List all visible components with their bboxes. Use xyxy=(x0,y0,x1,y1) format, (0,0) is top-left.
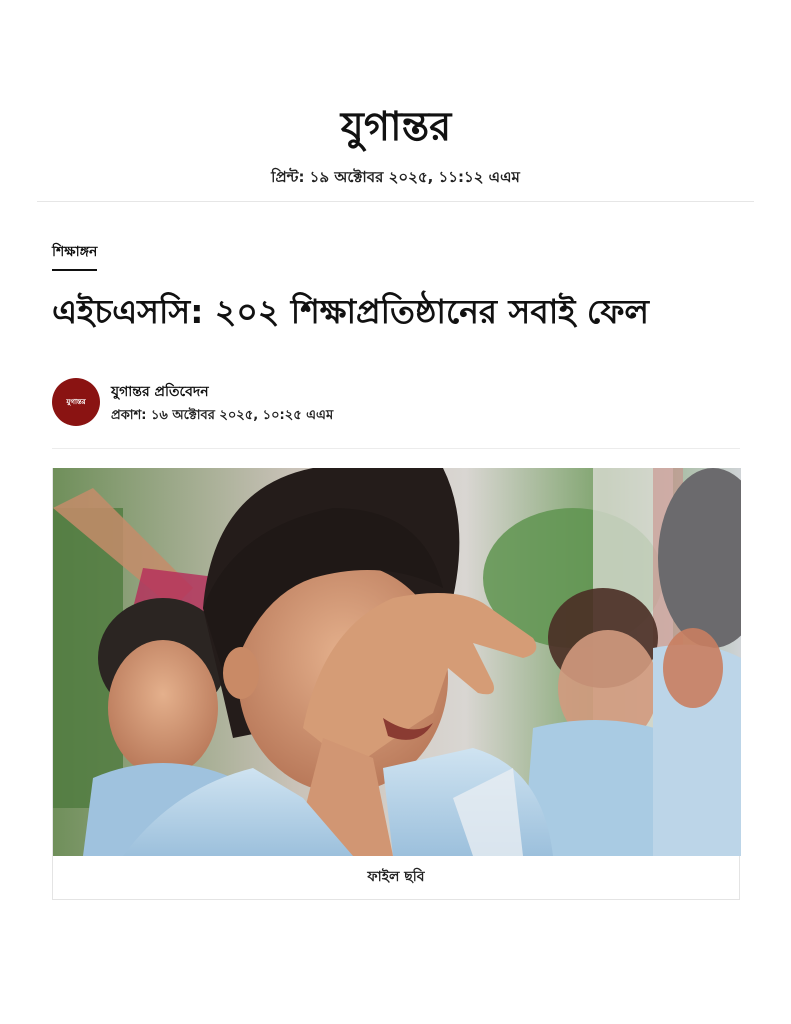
author-avatar[interactable] xyxy=(52,378,100,426)
site-logo[interactable] xyxy=(296,96,496,156)
author-name[interactable]: যুগান্তর প্রতিবেদন xyxy=(111,384,209,400)
print-date: প্রিন্ট: ১৯ অক্টোবর ২০২৫, ১১:১২ এএম xyxy=(271,168,520,186)
site-logo-text: যুগান্তর xyxy=(340,104,451,150)
category-link[interactable]: শিক্ষাঙ্গন xyxy=(52,240,97,271)
article-photo xyxy=(53,468,741,856)
published-date: প্রকাশ: ১৬ অক্টোবর ২০২৫, ১০:২৫ এএম xyxy=(111,408,334,423)
image-caption: ফাইল ছবি xyxy=(367,869,425,885)
author-avatar-logo: যুগান্তর xyxy=(66,398,86,406)
header-divider xyxy=(37,201,754,202)
masthead xyxy=(0,96,791,160)
article-headline: এইচএসসি: ২০২ শিক্ষাপ্রতিষ্ঠানের সবাই ফেল xyxy=(52,292,650,331)
article-figure xyxy=(52,468,740,900)
byline-divider xyxy=(52,448,740,449)
